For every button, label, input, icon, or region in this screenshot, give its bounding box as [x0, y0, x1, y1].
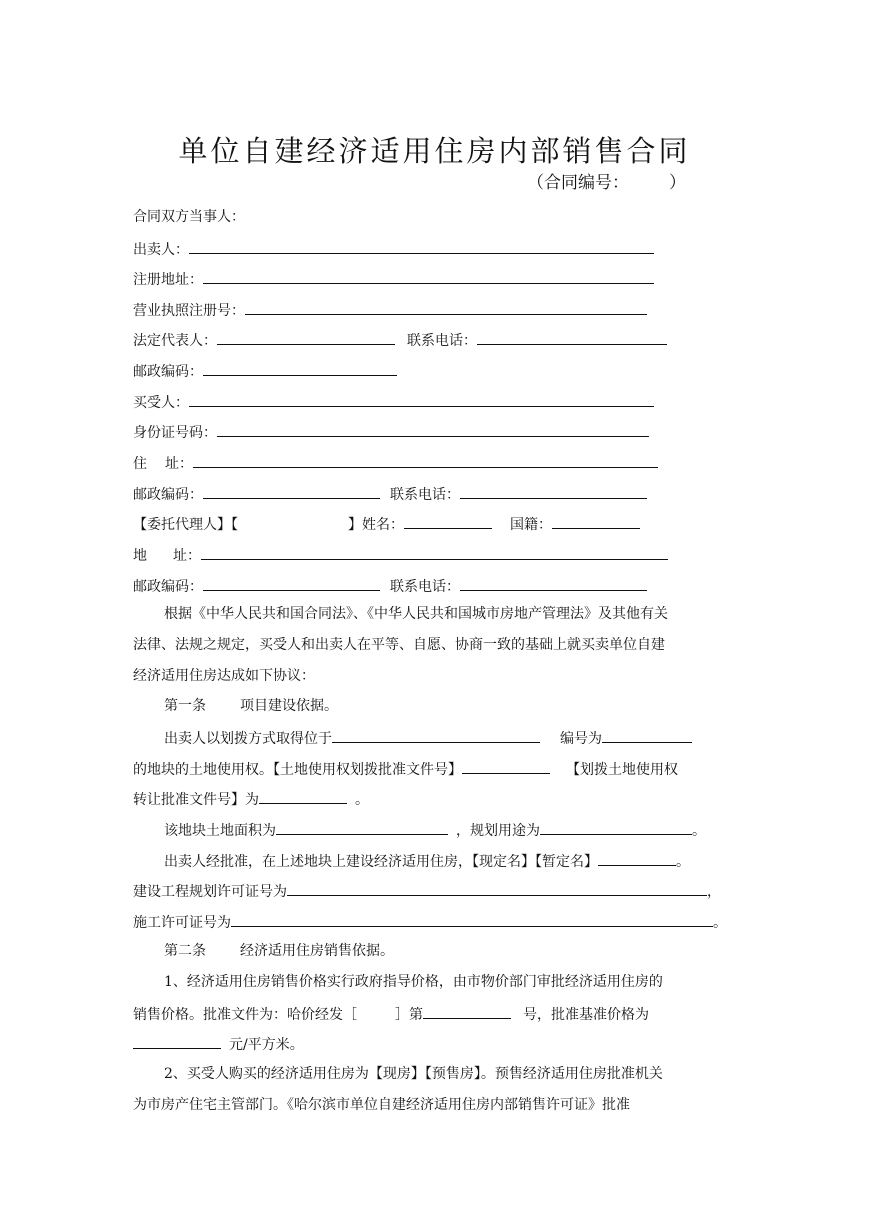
- allocation-doc-field[interactable]: [462, 758, 550, 774]
- id-field[interactable]: [217, 421, 649, 437]
- seller-phone-field[interactable]: [477, 329, 667, 345]
- agent-row: [133, 513, 640, 535]
- article-1-line-5: 出卖人经批准，在上述地块上建设经济适用住房，【现定名】【暂定名】 。: [164, 850, 690, 872]
- agent-phone-field[interactable]: [460, 575, 647, 591]
- buyer-phone-label: 联系电话：: [390, 487, 460, 503]
- contract-number-close: ）: [669, 173, 686, 193]
- land-area-field[interactable]: [276, 819, 448, 835]
- nationality-field[interactable]: [552, 513, 640, 529]
- land-location-field[interactable]: [332, 727, 540, 743]
- seller-row: [133, 238, 654, 260]
- agent-postcode-row: [133, 575, 647, 597]
- construction-permit-field[interactable]: [231, 911, 713, 927]
- agent-address-row: [133, 544, 668, 566]
- reg-address-label: 注册地址：: [133, 272, 203, 288]
- land-number-field[interactable]: [602, 727, 692, 743]
- buyer-field[interactable]: [189, 391, 654, 407]
- legal-rep-field[interactable]: [217, 329, 395, 345]
- article-1-name: 项目建设依据。: [240, 698, 338, 714]
- agent-address-label-b: 址：: [173, 548, 201, 564]
- article-2-p1-line-3: 元/平方米。: [133, 1033, 304, 1055]
- planning-permit-field[interactable]: [287, 880, 707, 896]
- article-1-line-6: 建设工程规划许可证号为 ，: [133, 880, 721, 902]
- article-1-heading: [164, 696, 338, 716]
- article-1-line-2: 的地块的土地使用权。【土地使用权划拨批准文件号】 【划拨土地使用权: [133, 758, 678, 780]
- seller-postcode-row: [133, 360, 397, 382]
- buyer-postcode-label: 邮政编码：: [133, 487, 203, 503]
- article-2-p1-line-2: 销售价格。批准文件为：哈价经发［ ］第 号，批准基准价格为: [133, 1003, 649, 1025]
- buyer-address-field[interactable]: [193, 452, 658, 468]
- agent-address-field[interactable]: [201, 544, 668, 560]
- preamble-line-1: 根据《中华人民共和国合同法》、《中华人民共和国城市房地产管理法》及其他有关: [164, 606, 668, 622]
- agent-address-label-a: 地: [133, 548, 147, 564]
- article-2-number: 第二条: [164, 943, 206, 959]
- buyer-address-label-b: 址：: [165, 456, 193, 472]
- buyer-postcode-field[interactable]: [203, 483, 380, 499]
- seller-field[interactable]: [189, 238, 654, 254]
- document-title: 单位自建经济适用住房内部销售合同: [178, 134, 691, 168]
- land-use-field[interactable]: [540, 819, 692, 835]
- contract-number-open: （合同编号：: [527, 173, 629, 193]
- agent-postcode-label: 邮政编码：: [133, 579, 203, 595]
- article-1-line-1: 出卖人以划拨方式取得位于 编号为: [164, 727, 692, 749]
- contract-number-label: [527, 172, 686, 194]
- reg-address-field[interactable]: [203, 268, 654, 284]
- buyer-phone-field[interactable]: [460, 483, 647, 499]
- agent-label-b: 】姓名：: [348, 517, 404, 533]
- agent-name-field[interactable]: [404, 513, 492, 529]
- article-2-p2-line-2: 为市房产住宅主管部门。《哈尔滨市单位自建经济适用住房内部销售许可证》批准: [133, 1097, 630, 1113]
- base-price-field[interactable]: [133, 1033, 221, 1049]
- preamble-line-2: 法律、法规之规定，买受人和出卖人在平等、自愿、协商一致的基础上就买卖单位自建: [133, 637, 665, 653]
- seller-phone-label: 联系电话：: [407, 333, 477, 349]
- project-name-field[interactable]: [598, 850, 676, 866]
- article-1-line-4: 该地块土地面积为 ，规划用途为 。: [164, 819, 706, 841]
- article-1-line-3: 转让批准文件号】为 。: [133, 788, 369, 810]
- article-2-p2-line-1: 2、买受人购买的经济适用住房为【现房】【预售房】。预售经济适用住房批准机关: [164, 1066, 663, 1082]
- agent-phone-label: 联系电话：: [390, 579, 460, 595]
- id-row: [133, 421, 649, 443]
- article-2-name: 经济适用住房销售依据。: [240, 943, 394, 959]
- article-1-line-7: 施工许可证号为 。: [133, 911, 727, 933]
- buyer-postcode-row: [133, 483, 647, 505]
- buyer-address-label-a: 住: [133, 456, 147, 472]
- buyer-row: [133, 391, 654, 413]
- legal-rep-row: [133, 329, 667, 351]
- parties-header: 合同双方当事人：: [133, 209, 245, 225]
- nationality-label: 国籍：: [510, 517, 552, 533]
- approval-number-field[interactable]: [423, 1003, 511, 1019]
- seller-label: 出卖人：: [133, 242, 189, 258]
- preamble-line-3: 经济适用住房达成如下协议：: [133, 668, 315, 684]
- seller-postcode-label: 邮政编码：: [133, 364, 203, 380]
- buyer-label: 买受人：: [133, 395, 189, 411]
- buyer-address-row: [133, 452, 658, 474]
- seller-postcode-field[interactable]: [203, 360, 397, 376]
- license-field[interactable]: [245, 299, 647, 315]
- transfer-doc-field[interactable]: [259, 788, 347, 804]
- license-row: [133, 299, 647, 321]
- legal-rep-label: 法定代表人：: [133, 333, 217, 349]
- agent-label-a: 【委托代理人】【: [133, 517, 238, 533]
- id-label: 身份证号码：: [133, 425, 217, 441]
- article-2-p1-line-1: 1、经济适用住房销售价格实行政府指导价格，由市物价部门审批经济适用住房的: [164, 974, 663, 990]
- license-label: 营业执照注册号：: [133, 303, 245, 319]
- reg-address-row: [133, 268, 654, 290]
- article-2-heading: [164, 941, 394, 961]
- article-1-number: 第一条: [164, 698, 206, 714]
- agent-postcode-field[interactable]: [203, 575, 380, 591]
